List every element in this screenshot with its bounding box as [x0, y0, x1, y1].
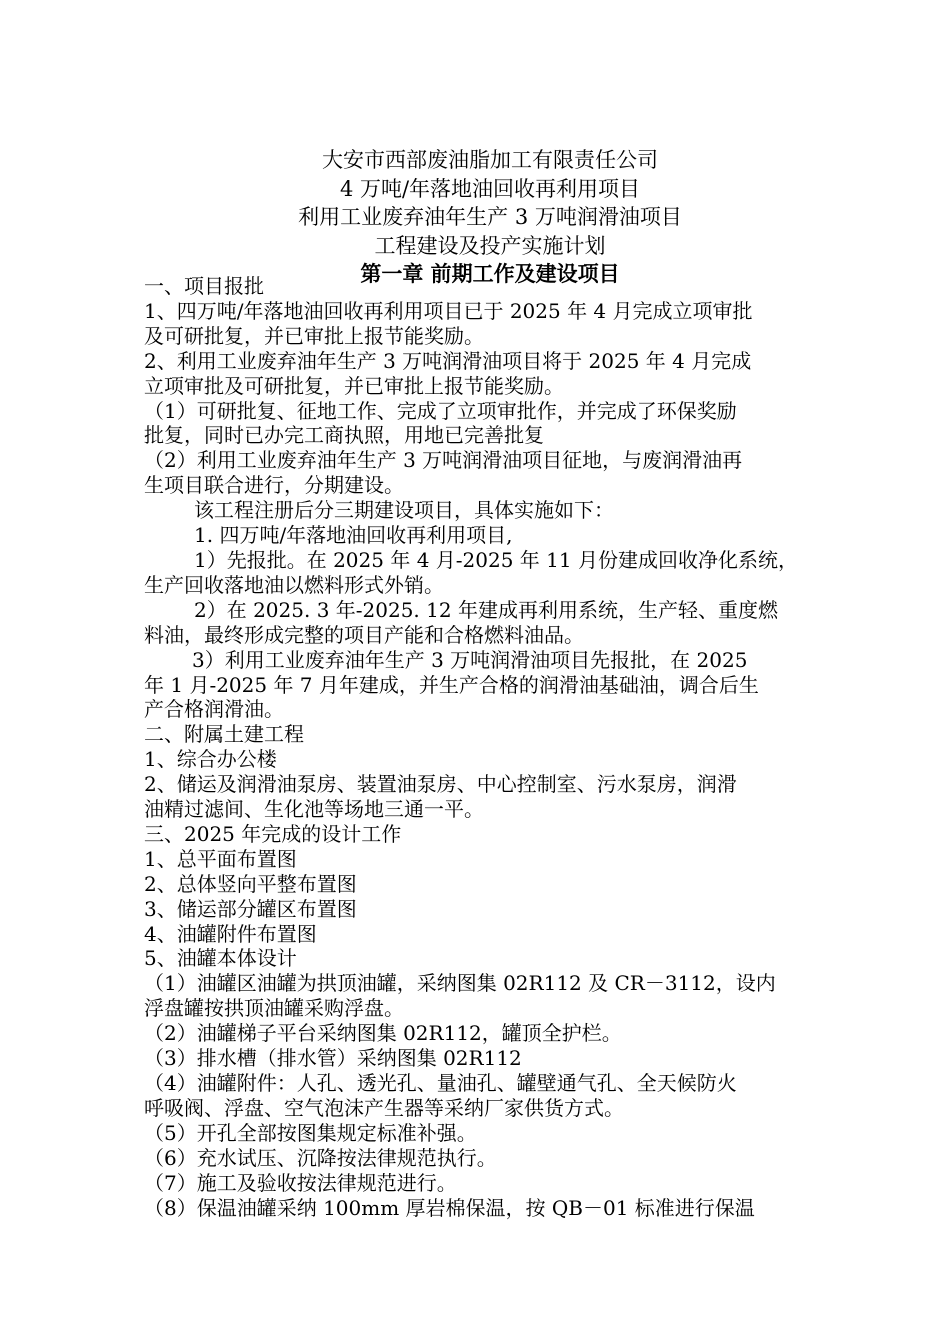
paragraph-line: 浮盘罐按拱顶油罐采购浮盘。	[144, 996, 404, 1021]
paragraph-line: 该工程注册后分三期建设项目，具体实施如下：	[194, 498, 614, 523]
document-body	[144, 274, 812, 1220]
paragraph-line: 2、利用工业废弃油年生产 3 万吨润滑油项目将于 2025 年 4 月完成	[144, 348, 752, 373]
list-item: 1、综合办公楼	[144, 747, 277, 772]
section-heading: 一、项目报批	[144, 274, 264, 298]
list-item: （3）排水槽（排水管）采纳图集 02R112	[144, 1046, 522, 1071]
title-block	[0, 146, 950, 288]
list-item: 2、总体竖向平整布置图	[144, 871, 357, 896]
section-heading: 三、2025 年完成的设计工作	[144, 821, 402, 846]
paragraph-line: 年 1 月-2025 年 7 月年建成，并生产合格的润滑油基础油，调合后生	[144, 672, 759, 697]
paragraph-line: 1、四万吨/年落地油回收再利用项目已于 2025 年 4 月完成立项审批	[144, 298, 753, 323]
paragraph-line: 3）利用工业废弃油年生产 3 万吨润滑油项目先报批，在 2025	[192, 647, 748, 672]
list-item: （2）油罐梯子平台采纳图集 02R112，罐顶全护栏。	[144, 1021, 622, 1046]
list-item: 2、储运及润滑油泵房、装置油泵房、中心控制室、污水泵房，润滑	[144, 772, 737, 797]
list-item: （5）开孔全部按图集规定标准补强。	[144, 1120, 477, 1145]
list-item: 5、油罐本体设计	[144, 946, 297, 971]
section-heading: 二、附属土建工程	[144, 722, 304, 747]
project-title-2: 利用工业废弃油年生产 3 万吨润滑油项目	[298, 205, 682, 229]
paragraph-line: 产合格润滑油。	[144, 697, 284, 722]
paragraph-line: 呼吸阀、浮盘、空气泡沫产生器等采纳厂家供货方式。	[144, 1095, 624, 1120]
paragraph-line: 2）在 2025. 3 年-2025. 12 年建成再利用系统，生产轻、重度燃	[194, 597, 778, 622]
paragraph-line: 1）先报批。在 2025 年 4 月-2025 年 11 月份建成回收净化系统，	[194, 547, 798, 572]
paragraph-line: （1）可研批复、征地工作、完成了立项审批作，并完成了环保奖励	[144, 398, 737, 423]
paragraph-line: 油精过滤间、生化池等场地三通一平。	[144, 797, 484, 822]
plan-title: 工程建设及投产实施计划	[374, 233, 606, 258]
list-item: （1）油罐区油罐为拱顶油罐，采纳图集 02R112 及 CR－3112，设内	[144, 971, 776, 996]
paragraph-line: 立项审批及可研批复，并已审批上报节能奖励。	[144, 373, 564, 398]
list-item: （4）油罐附件：人孔、透光孔、量油孔、罐壁通气孔、全天候防火	[144, 1071, 737, 1095]
paragraph-line: 及可研批复，并已审批上报节能奖励。	[144, 323, 484, 348]
project-title-1: 4 万吨/年落地油回收再利用项目	[339, 176, 641, 201]
paragraph-line: 生项目联合进行，分期建设。	[144, 473, 404, 498]
list-item: （6）充水试压、沉降按法律规范执行。	[144, 1145, 497, 1170]
paragraph-line: 批复，同时已办完工商执照，用地已完善批复	[144, 423, 544, 448]
list-item: （8）保温油罐采纳 100mm 厚岩棉保温，按 QB－01 标准进行保温	[144, 1195, 755, 1220]
company-name: 大安市西部废油脂加工有限责任公司	[322, 148, 658, 172]
list-item: 1、总平面布置图	[144, 846, 297, 871]
paragraph-line: （2）利用工业废弃油年生产 3 万吨润滑油项目征地，与废润滑油再	[144, 448, 743, 473]
list-item: 3、储运部分罐区布置图	[144, 896, 357, 921]
list-item: 4、油罐附件布置图	[144, 921, 317, 946]
list-item: （7）施工及验收按法律规范进行。	[144, 1170, 457, 1195]
paragraph-line: 1. 四万吨/年落地油回收再利用项目,	[194, 523, 513, 548]
paragraph-line: 生产回收落地油以燃料形式外销。	[144, 572, 444, 597]
paragraph-line: 料油，最终形成完整的项目产能和合格燃料油品。	[144, 622, 584, 647]
chapter-heading: 第一章 前期工作及建设项目	[360, 261, 620, 286]
